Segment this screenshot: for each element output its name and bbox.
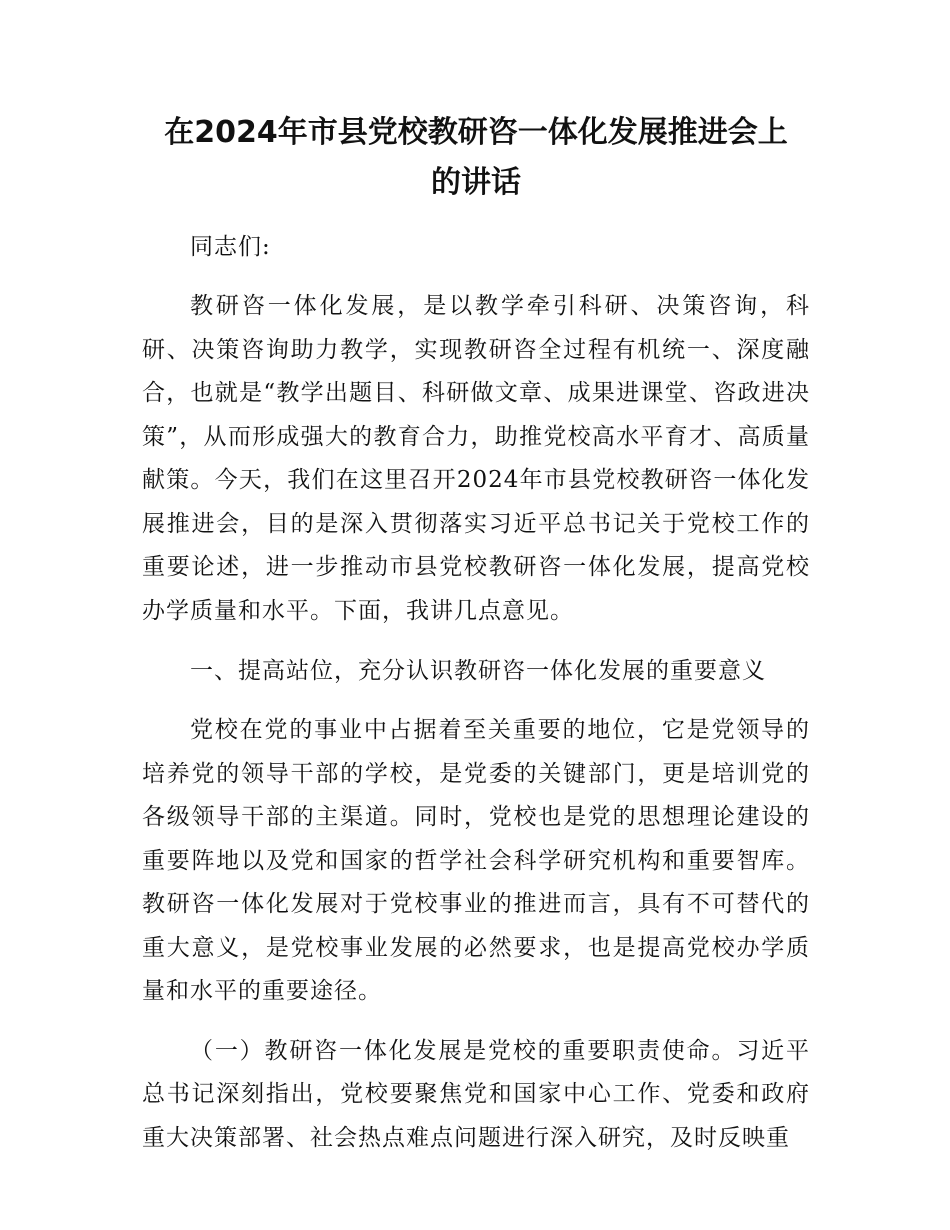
title-line-1: 在2024年市县党校教研咨一体化发展推进会上 [164,115,788,150]
paragraph-significance: 党校在党的事业中占据着至关重要的地位，它是党领导的培养党的领导干部的学校，是党委的关键部门，更是培训党的各级领导干部的主渠道。同时，党校也是党的思想理论建设的重要阵地以及党和国家的哲学社会科学研究机构和重要智库。教研咨一体化发展对于党校事业的推进而言，具有不可替代的重大意义，是党校事业发展的必然要求，也是提高党校办学质量和水平的重要途径。 [142,717,810,1004]
paragraph-subsection-1: （一）教研咨一体化发展是党校的重要职责使命。习近平总书记深刻指出，党校要聚焦党和国家中心工作、党委和政府重大决策部署、社会热点难点问题进行深入研究，及时反映重 [142,1037,810,1151]
salutation: 同志们: [190,234,271,260]
section-heading-1: 一、提高站位，充分认识教研咨一体化发展的重要意义 [190,658,766,684]
document-title [142,108,810,208]
title-line-2: 的讲话 [431,165,521,200]
document-page [142,108,810,1160]
paragraph-intro: 教研咨一体化发展，是以教学牵引科研、决策咨询，科研、决策咨询助力教学，实现教研咨全过程有机统一、深度融合，也就是“教学出题目、科研做文章、成果进课堂、咨政进决策”，从而形成强大的教育合力，助推党校高水平育才、高质量献策。今天，我们在这里召开2024年市县党校教研咨一体化发展推进会，目的是深入贯彻落实习近平总书记关于党校工作的重要论述，进一步推动市县党校教研咨一体化发展，提高党校办学质量和水平。下面，我讲几点意见。 [142,293,810,624]
